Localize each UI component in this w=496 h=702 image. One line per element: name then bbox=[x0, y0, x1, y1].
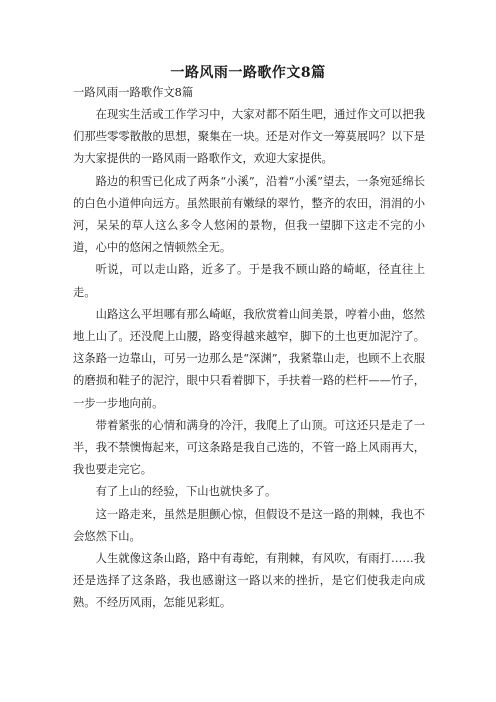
paragraph: 在现实生活或工作学习中，大家对都不陌生吧，通过作文可以把我们那些零零散散的思想，聚集在一块。还是对作文一筹莫展吗？以下是为大家提供的一路风雨一路歌作文，欢迎大家提供。 bbox=[73, 108, 425, 166]
paragraph: 有了上山的经验，下山也就快多了。 bbox=[95, 485, 277, 499]
document-title: 一路风雨一路歌作文8篇 bbox=[170, 65, 326, 81]
document-body bbox=[73, 82, 425, 615]
paragraph: 人生就像这条山路，路中有毒蛇，有荆棘，有风吹，有雨打……我还是选择了这条路，我也感谢这一路以来的挫折，是它们使我走向成熟。不经历风雨，怎能见彩虹。 bbox=[73, 552, 425, 610]
paragraph: 这一路走来，虽然是胆颤心惊，但假设不是这一路的荆棘，我也不会悠然下山。 bbox=[73, 507, 425, 543]
paragraph: 听说，可以走山路，近多了。于是我不顾山路的崎岖，径直往上走。 bbox=[73, 263, 425, 299]
document-subtitle: 一路风雨一路歌作文8篇 bbox=[73, 86, 194, 99]
paragraph: 山路这么平坦哪有那么崎岖，我欣赏着山间美景，哼着小曲，悠然地上山了。还没爬上山腰，路变得越来越窄，脚下的土也更加泥泞了。这条路一边靠山，可另一边那么是“深渊”，我紧靠山走，也顾不上衣服的磨损和鞋子的泥泞，眼中只看着脚下，手扶着一路的栏杆——竹子，一步一步地向前。 bbox=[73, 307, 425, 410]
paragraph: 带着紧张的心情和满身的冷汗，我爬上了山顶。可这还只是走了一半，我不禁懊悔起来，可这条路是我自己选的，不管一路上风雨再大，我也要走完它。 bbox=[73, 418, 425, 477]
paragraph: 路边的积雪已化成了两条“小溪”，沿着“小溪”望去，一条宛延绵长的白色小道伸向远方。虽然眼前有嫩绿的翠竹，整齐的农田，涓涓的小河，呆呆的草人这么多令人悠闲的景物，但我一望脚下这走不完的小道，心中的悠闲之情顿然全无。 bbox=[73, 174, 425, 255]
